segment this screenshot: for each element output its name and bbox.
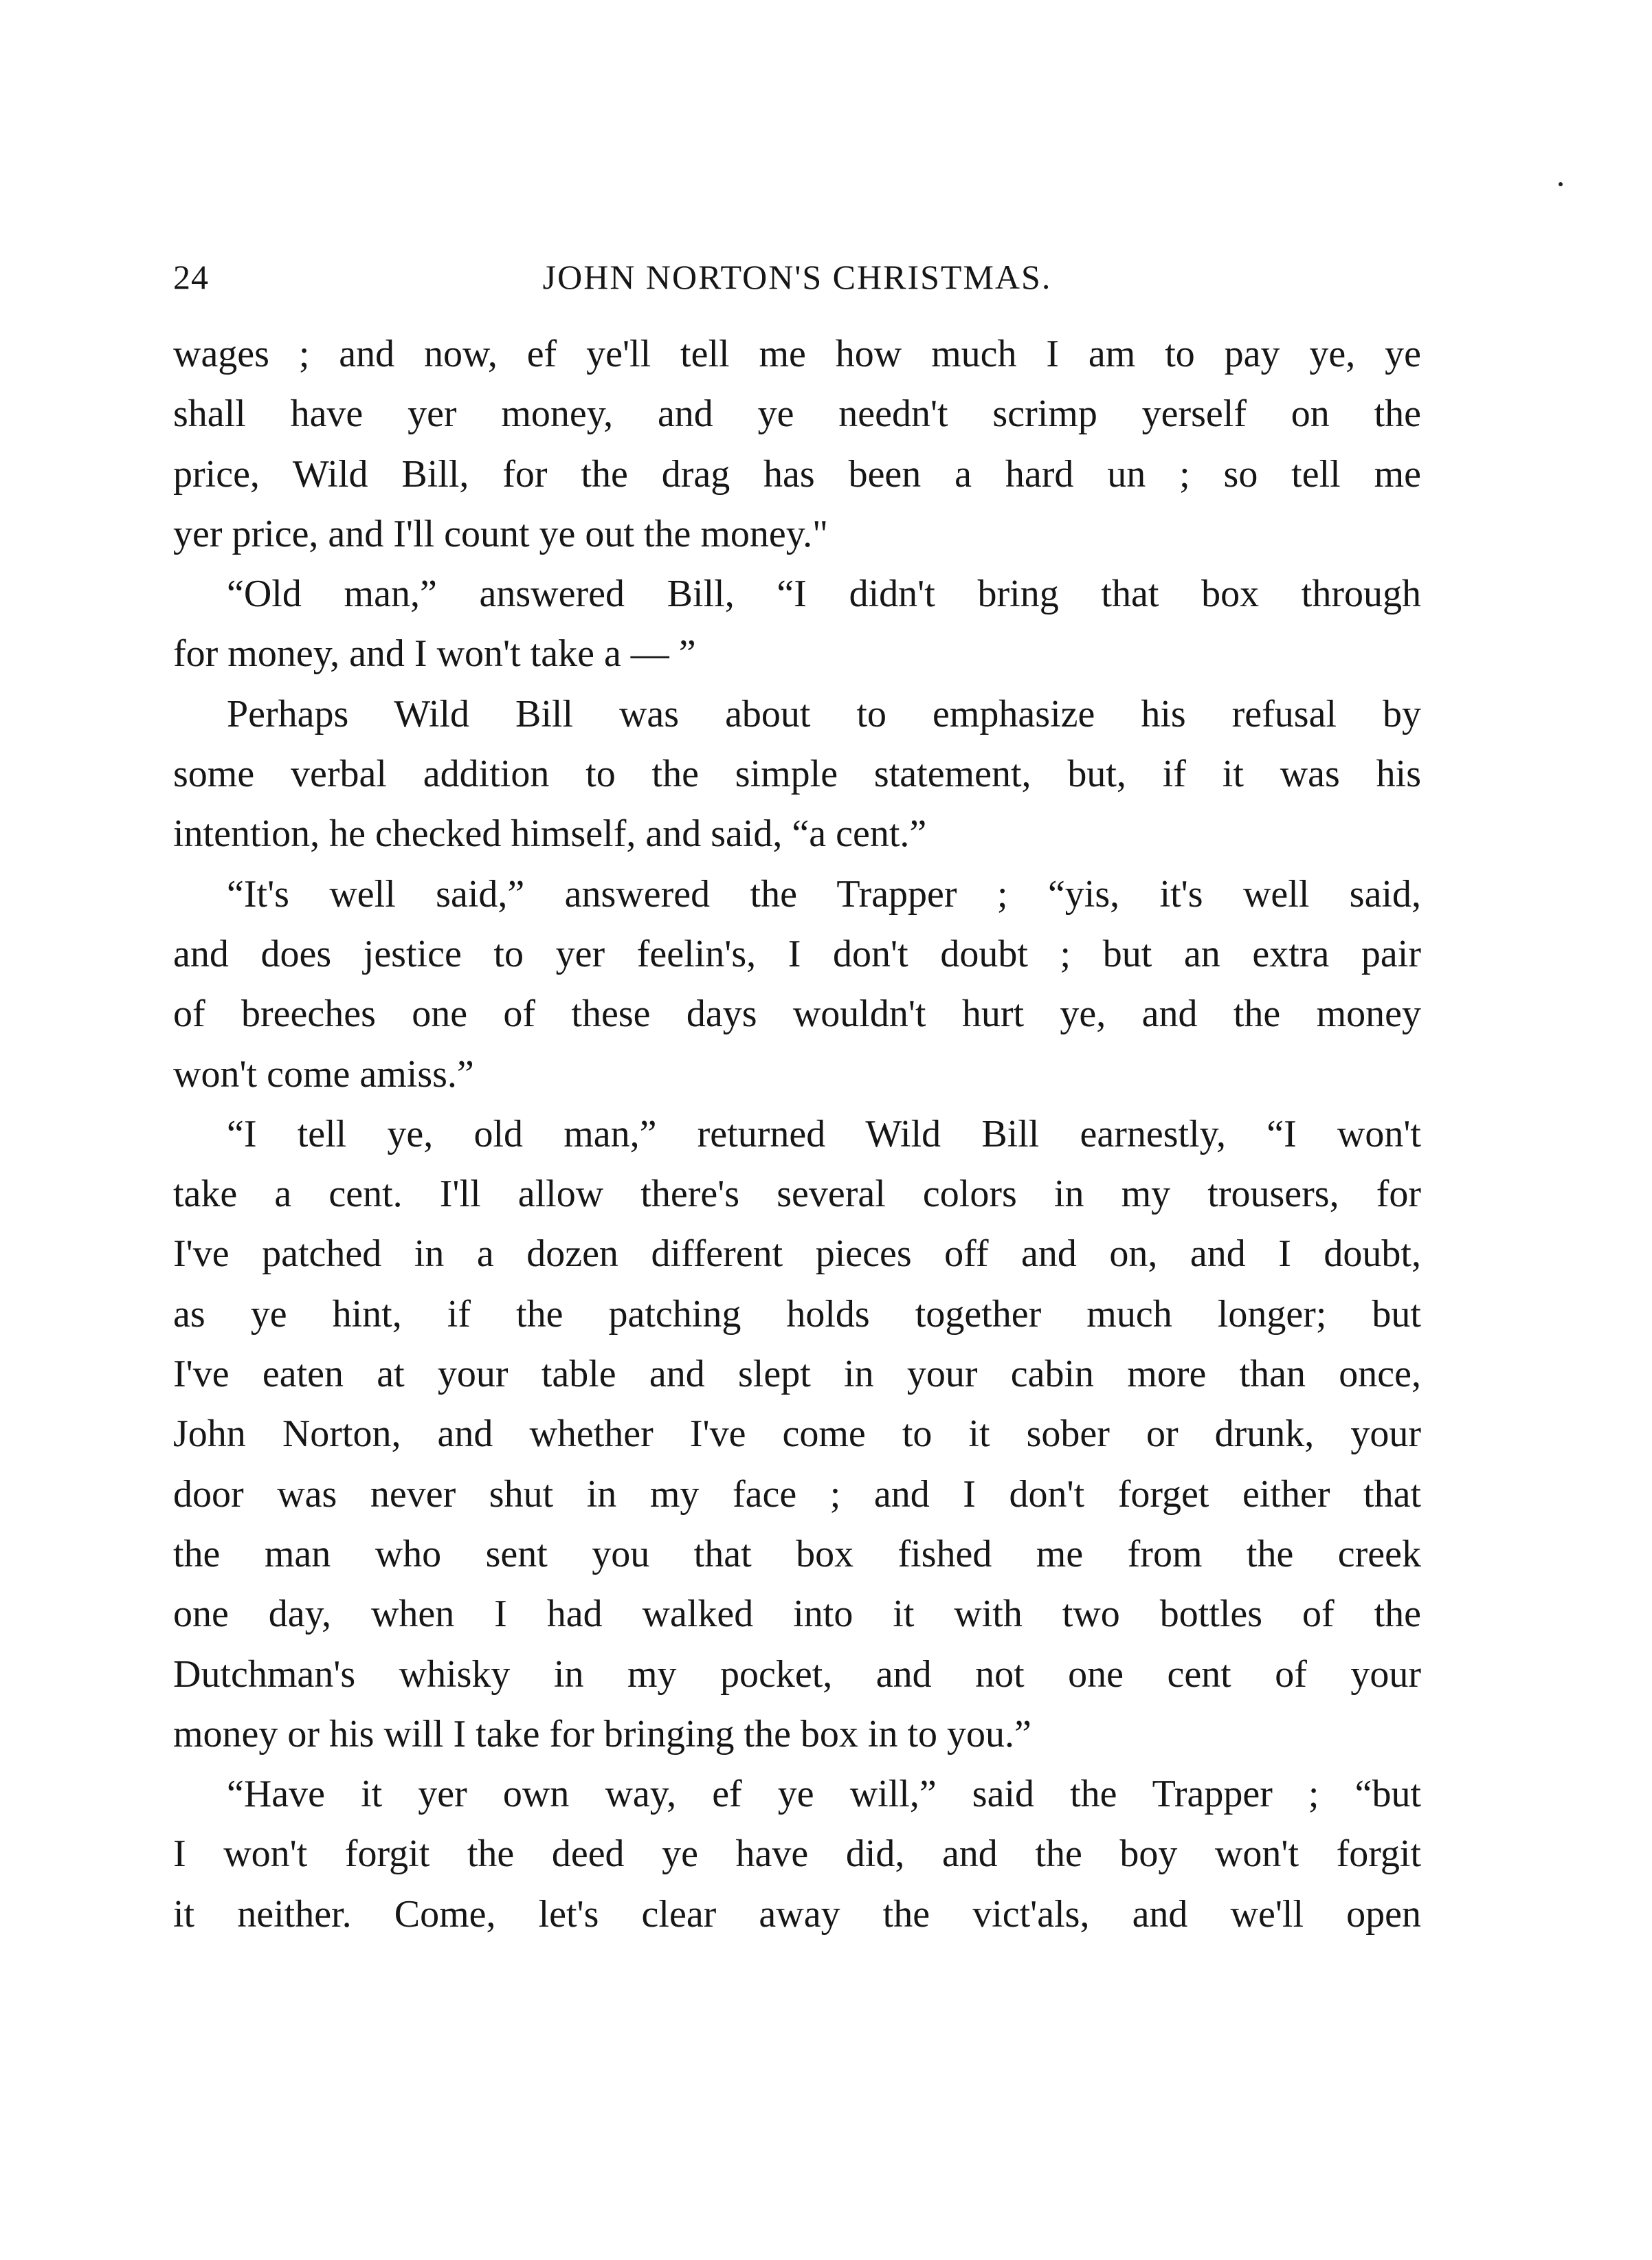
text-line: wages ; and now, ef ye'll tell me how much I am to pay ye, ye [173,333,1421,375]
text-line: won't come amiss.” [173,1052,474,1096]
text-line: Perhaps Wild Bill was about to emphasize his refusal by [227,692,1421,735]
text-line: of breeches one of these days wouldn't hurt ye, and the money [173,993,1421,1036]
text-line: yer price, and I'll count ye out the money." [173,512,829,555]
text-line: the man who sent you that box fished me from the creek [173,1532,1421,1575]
text-line: “I tell ye, old man,” returned Wild Bill earnestly, “I won't [227,1112,1421,1155]
text-line: some verbal addition to the simple statement, but, if it was his [173,753,1421,796]
text-line: I've patched in a dozen different pieces off and on, and I doubt, [173,1232,1421,1276]
text-line: it neither. Come, let's clear away the vict'als, and we'll open [173,1892,1421,1936]
text-line: one day, when I had walked into it with two bottles of the [173,1593,1421,1636]
text-line: for money, and I won't take a — ” [173,632,696,676]
running-header [173,253,1421,301]
text-line: shall have yer money, and ye needn't scrimp yerself on the [173,392,1421,436]
text-line: “Old man,” answered Bill, “I didn't bring that box through [227,573,1421,616]
text-line: door was never shut in my face ; and I don't forget either that [173,1472,1421,1516]
ink-speck [1559,182,1563,186]
text-line: intention, he checked himself, and said, “a cent.” [173,812,927,856]
text-line: money or his will I take for bringing the box in to you.” [173,1712,1031,1755]
page-number: 24 [173,258,209,296]
text-line: I won't forgit the deed ye have did, and the boy won't forgit [173,1832,1421,1876]
text-line: as ye hint, if the patching holds together much longer; but [173,1292,1421,1336]
text-line: “Have it yer own way, ef ye will,” said the Trapper ; “but [227,1773,1421,1816]
text-line: “It's well said,” answered the Trapper ; “yis, it's well said, [227,872,1421,916]
text-line: take a cent. I'll allow there's several colors in my trousers, for [173,1173,1421,1216]
text-line: Dutchman's whisky in my pocket, and not one cent of your [173,1652,1421,1696]
text-line: and does jestice to yer feelin's, I don't doubt ; but an extra pair [173,932,1421,975]
body-text [173,324,1421,1945]
running-title: JOHN NORTON'S CHRISTMAS. [542,258,1052,296]
text-line: I've eaten at your table and slept in your cabin more than once, [173,1353,1421,1396]
text-line: John Norton, and whether I've come to it sober or drunk, your [173,1412,1421,1456]
text-line: price, Wild Bill, for the drag has been a hard un ; so tell me [173,452,1421,496]
